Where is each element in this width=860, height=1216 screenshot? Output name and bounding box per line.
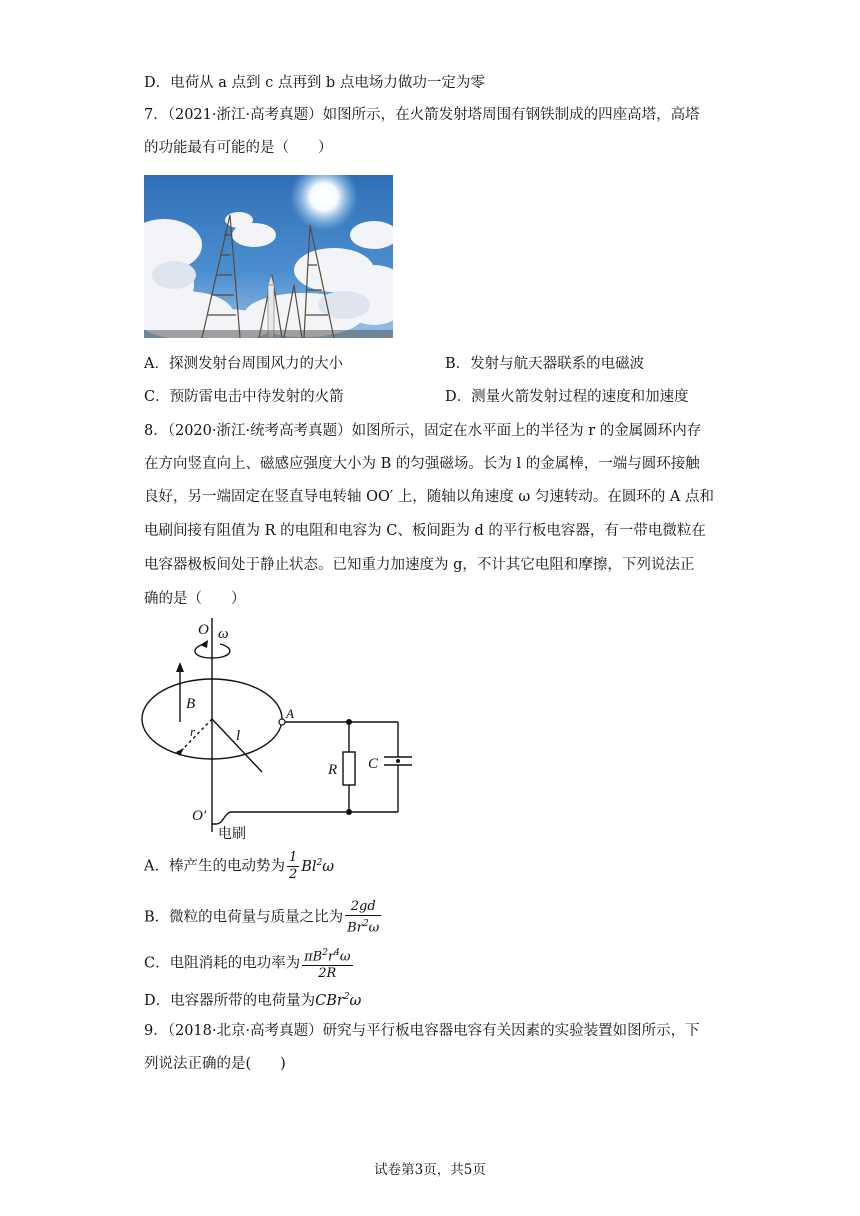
- q8-option-a-text: A．棒产生的电动势为: [144, 858, 285, 875]
- fraction-2gd-over-br2w: $\frac{2gd}{Br^2\omega}$: [347, 899, 380, 936]
- q7-stem-line-1: 7．（2021·浙江·高考真题）如图所示，在火箭发射塔周围有钢铁制成的四座高塔，高塔: [144, 107, 700, 123]
- q8-stem-line-2: 在方向竖直向上、磁感应强度大小为 B 的匀强磁场。长为 l 的金属棒，一端与圆环接触: [144, 456, 700, 472]
- q7-option-d: D．测量火箭发射过程的速度和加速度: [445, 389, 689, 405]
- fraction-one-half: $\frac{1}{2}$: [288, 850, 298, 882]
- q8-stem-line-3: 良好，另一端固定在竖直导电转轴 OO′ 上，随轴以角速度 ω 匀速转动。在圆环的 A 点和: [144, 489, 715, 505]
- q8-option-b: [144, 899, 383, 936]
- q8-stem-line-1: 8．（2020·浙江·统考高考真题）如图所示，固定在水平面上的半径为 r 的金属圆环内存: [144, 423, 702, 439]
- q7-option-a: A．探测发射台周围风力的大小: [144, 356, 343, 372]
- q8-stem-line-6: 确的是（ ）: [144, 591, 246, 607]
- page-footer: 试卷第3页，共5页: [374, 1162, 486, 1178]
- q8-option-c: [144, 945, 355, 982]
- q8-option-c-text: C．电阻消耗的电功率为: [144, 955, 301, 972]
- rotating-rod-circuit-diagram: [140, 612, 430, 844]
- label-r: r: [190, 724, 196, 739]
- label-omega: ω: [218, 626, 229, 642]
- q7-stem-line-2: 的功能最有可能的是（ ）: [144, 140, 333, 156]
- q8-option-d-text: D．电容器所带的电荷量为: [144, 992, 316, 1009]
- label-capacitor-c: C: [368, 756, 379, 772]
- q8-option-b-text: B．微粒的电荷量与质量之比为: [144, 909, 344, 926]
- q7-option-b: B．发射与航天器联系的电磁波: [445, 356, 645, 372]
- q8-option-a: A．棒产生的电动势为 $\frac{1}{2}$ Bl$^2$ω: [144, 850, 335, 882]
- q7-option-c: C．预防雷电击中待发射的火箭: [144, 389, 344, 405]
- rocket-launch-towers-photo: [144, 175, 393, 338]
- fraction-power: $\frac{\pi B^2r^4\omega}{2R}$: [302, 945, 352, 982]
- q9-stem-line-2: 列说法正确的是( ): [144, 1056, 286, 1072]
- label-resistor-r: R: [328, 762, 338, 778]
- label-o-prime: O′: [192, 808, 207, 824]
- q8-stem-line-5: 电容器极板间处于静止状态。已知重力加速度为 g，不计其它电阻和摩擦，下列说法正: [144, 557, 695, 573]
- q6-option-d: D．电荷从 a 点到 c 点再到 b 点电场力做功一定为零: [144, 75, 485, 91]
- q8-stem-line-4: 电刷间接有阻值为 R 的电阻和电容为 C、板间距为 d 的平行板电容器，有一带电微粒在: [144, 523, 706, 539]
- label-o: O: [198, 622, 209, 638]
- q9-stem-line-1: 9．（2018·北京·高考真题）研究与平行板电容器电容有关因素的实验装置如图所示，下: [144, 1023, 700, 1039]
- label-a: A: [286, 706, 294, 721]
- label-b: B: [186, 696, 196, 712]
- label-brush: 电刷: [218, 826, 246, 842]
- label-l: l: [236, 728, 241, 744]
- q8-option-d: D．电容器所带的电荷量为CBr$^2$ω: [144, 992, 362, 1009]
